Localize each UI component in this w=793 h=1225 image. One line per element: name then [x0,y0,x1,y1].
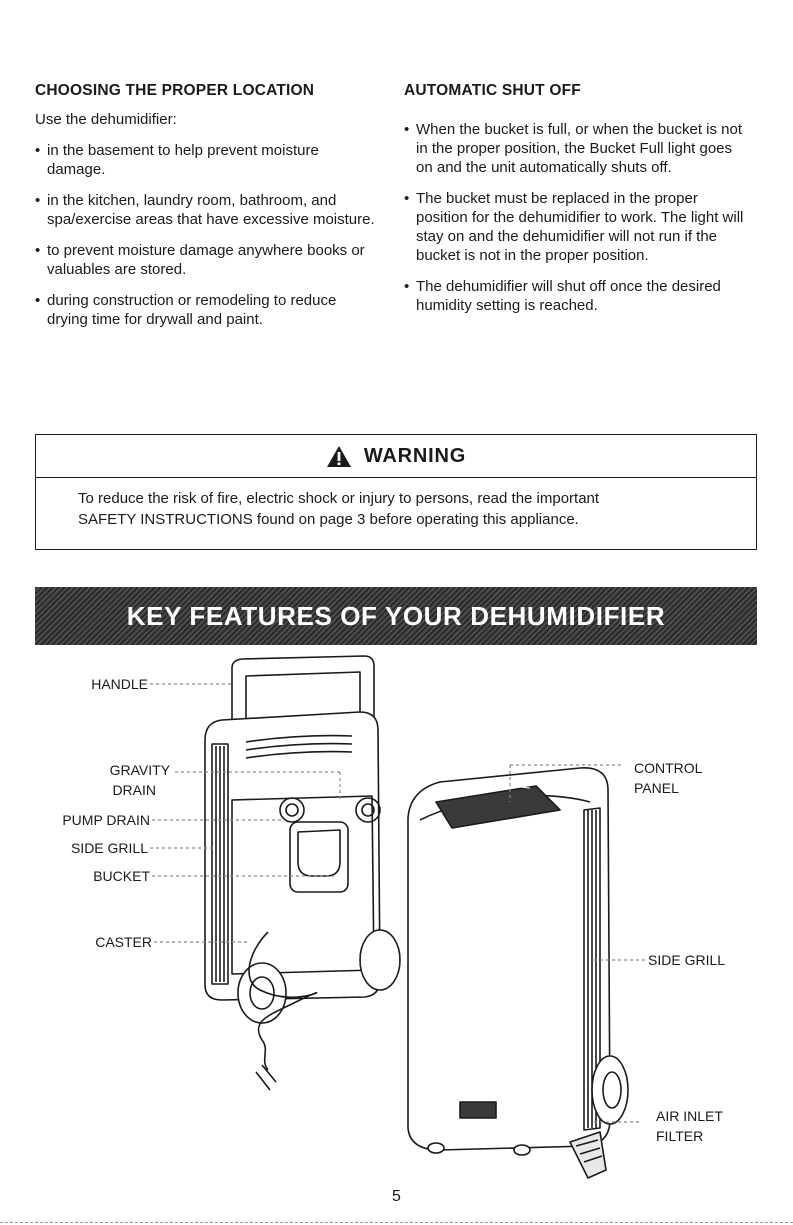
location-list [35,141,380,329]
warning-line: To reduce the risk of fire, electric shock or injury to persons, read the important [78,490,600,507]
label-bucket: BUCKET [93,868,150,884]
shutoff-item: • When the bucket is full, or when the bucket is not in the proper position, the Bucket Full light goes on and the unit automatically shuts off. [404,120,749,177]
label-caster: CASTER [95,934,152,950]
label-control: CONTROL [634,760,703,776]
warning-box [35,434,757,550]
shutoff-item: • The dehumidifier will shut off once the desired humidity setting is reached. [404,277,749,315]
label-side-grill-left: SIDE GRILL [70,840,148,856]
label-panel: PANEL [634,780,679,796]
shutoff-heading: AUTOMATIC SHUT OFF [404,82,581,99]
warning-title-bar [36,435,756,478]
label-drain: DRAIN [112,782,156,798]
warning-line: SAFETY INSTRUCTIONS found on page 3 before operating this appliance. [78,511,579,528]
label-side-grill-right: SIDE GRILL [648,952,726,968]
shutoff-list [404,120,749,315]
label-air-inlet: AIR INLET [656,1108,723,1124]
location-item: • to prevent moisture damage anywhere books or valuables are stored. [35,241,380,279]
features-diagram [0,650,793,1190]
location-item: • in the kitchen, laundry room, bathroom, and spa/exercise areas that have excessive moisture. [35,191,380,229]
shutoff-item: • The bucket must be replaced in the proper position for the dehumidifier to work. The light will stay on and the dehumidifier will not run if the bucket is not in the proper position. [404,189,749,265]
label-filter: FILTER [656,1128,704,1144]
key-features-banner [35,587,757,645]
page-number: 5 [392,1188,401,1205]
page-bottom-divider [0,1222,793,1223]
location-item: • during construction or remodeling to reduce drying time for drywall and paint. [35,291,380,329]
location-heading: CHOOSING THE PROPER LOCATION [35,82,315,99]
shutoff-section [404,82,749,327]
warning-triangle-icon [326,445,352,468]
banner-title: KEY FEATURES OF YOUR DEHUMIDIFIER [126,600,666,631]
label-pump-drain: PUMP DRAIN [62,812,150,828]
location-section [35,82,380,341]
label-gravity: GRAVITY [109,762,170,778]
location-item: • in the basement to help prevent moisture damage. [35,141,380,179]
warning-title: WARNING [363,444,467,467]
warning-body [36,478,756,530]
location-intro: Use the dehumidifier: [35,111,177,128]
label-handle: HANDLE [91,676,148,692]
